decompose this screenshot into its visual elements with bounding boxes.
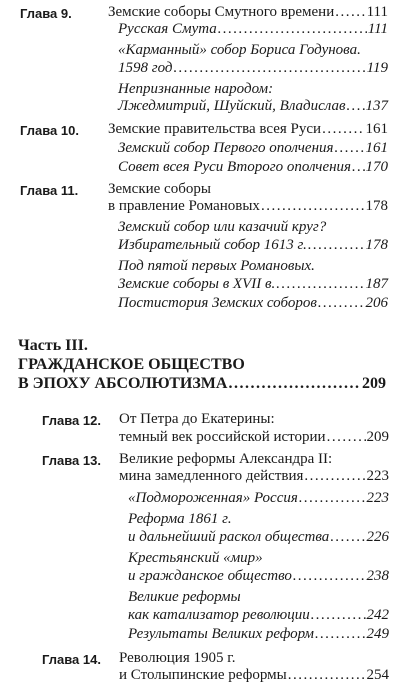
subentry-title-line: Земский собор или казачий круг? [118,219,327,235]
chapter-title: в правление Романовых [108,198,260,214]
page-number: 111 [367,21,388,37]
subentry-title-line: «Карманный» собор Бориса Годунова. [118,42,361,58]
subentry-title: Избирательный собор 1613 г. [118,237,307,253]
dot-leader [318,295,365,312]
toc-subentry [118,295,388,312]
subentry-title: Постистория Земских соборов [118,295,317,311]
dot-leader [335,4,365,21]
chapter-title-row [108,121,388,138]
toc-subentry [128,607,389,624]
chapter-label: Глава 12. [42,413,101,428]
page-number: 249 [366,626,389,642]
subentry-title: Совет всея Руси Второго ополчения [118,159,352,175]
dot-leader [327,429,366,446]
chapter-title-line: От Петра до Екатерины: [119,411,275,427]
page-number: 206 [365,295,388,311]
page-number: 161 [365,121,388,137]
subentry-title: 1598 год [118,60,173,76]
dot-leader [322,121,364,138]
dot-leader [352,159,364,176]
dot-leader [261,198,365,215]
dot-leader [311,607,366,624]
chapter-title-line: Великие реформы Александра II: [119,451,333,467]
subentry-title-line: Непризнанные народом: [118,81,274,97]
dot-leader [347,98,365,115]
page-number: 187 [365,276,388,292]
toc-subentry [128,490,389,507]
dot-leader [315,626,366,643]
toc-subentry [118,60,388,77]
chapter-title: темный век российской истории [119,429,326,445]
page-number: 111 [366,4,388,20]
page-number: 137 [365,98,388,114]
page-number: 170 [365,159,388,175]
dot-leader [330,529,365,546]
chapter-title-line: Земские соборы [108,181,211,197]
dot-leader [299,490,366,507]
dot-leader [304,468,365,485]
chapter-title-line: Революция 1905 г. [119,650,236,666]
subentry-title: как катализатор революции [128,607,310,623]
chapter-label: Глава 10. [20,123,79,138]
toc-subentry [128,626,389,643]
toc-subentry [118,276,388,293]
chapter-title-row [108,198,388,215]
chapter-title-row [119,667,389,684]
page-number: 209 [366,429,389,445]
chapter-label: Глава 9. [20,6,72,21]
toc-subentry [118,98,388,115]
dot-leader [276,276,364,293]
toc-subentry [118,159,388,176]
subentry-title: Земский собор Первого ополчения [118,140,334,156]
chapter-title-row [108,4,388,21]
page-number: 209 [362,375,386,392]
chapter-title: Земские правительства всея Руси [108,121,322,137]
chapter-title: мина замедленного действия [119,468,304,484]
toc-subentry [118,237,388,254]
page-number: 178 [365,237,388,253]
subentry-title: и дальнейший раскол общества [128,529,330,545]
subentry-title: «Подмороженная» Россия [128,490,298,506]
chapter-label: Глава 13. [42,453,101,468]
dot-leader [228,374,361,394]
part-title-row [18,374,386,394]
dot-leader [288,667,366,684]
page-number: 223 [366,468,389,484]
dot-leader [308,237,365,254]
subentry-title: Лжедмитрий, Шуйский, Владислав [118,98,346,114]
part-title: В ЭПОХУ АБСОЛЮТИЗМА [18,375,228,392]
chapter-title: Земские соборы Смутного времени [108,4,335,20]
toc-subentry [118,140,388,157]
chapter-title-row [119,468,389,485]
chapter-label: Глава 14. [42,652,101,667]
part-title-line: ГРАЖДАНСКОЕ ОБЩЕСТВО [18,356,245,373]
subentry-title: Русская Смута [118,21,217,37]
toc-subentry [128,568,389,585]
page-number: 161 [365,140,388,156]
dot-leader [293,568,366,585]
subentry-title: Земские соборы в XVII в. [118,276,276,292]
subentry-title: Результаты Великих реформ [128,626,314,642]
toc-subentry [128,529,389,546]
subentry-title-line: Под пятой первых Романовых. [118,258,315,274]
page-number: 223 [366,490,389,506]
toc-subentry [118,21,388,38]
part-label: Часть III. [18,337,88,354]
dot-leader [174,60,366,77]
subentry-title: и гражданское общество [128,568,292,584]
page-number: 238 [366,568,389,584]
page-number: 119 [366,60,388,76]
subentry-title-line: Великие реформы [128,589,241,605]
subentry-title-line: Реформа 1861 г. [128,511,232,527]
page-number: 178 [365,198,388,214]
page-number: 254 [366,667,389,683]
dot-leader [218,21,367,38]
chapter-title: и Столыпинские реформы [119,667,287,683]
dot-leader [335,140,365,157]
page-number: 242 [366,607,389,623]
chapter-label: Глава 11. [20,183,79,198]
page-number: 226 [366,529,389,545]
subentry-title-line: Крестьянский «мир» [128,550,263,566]
chapter-title-row [119,429,389,446]
